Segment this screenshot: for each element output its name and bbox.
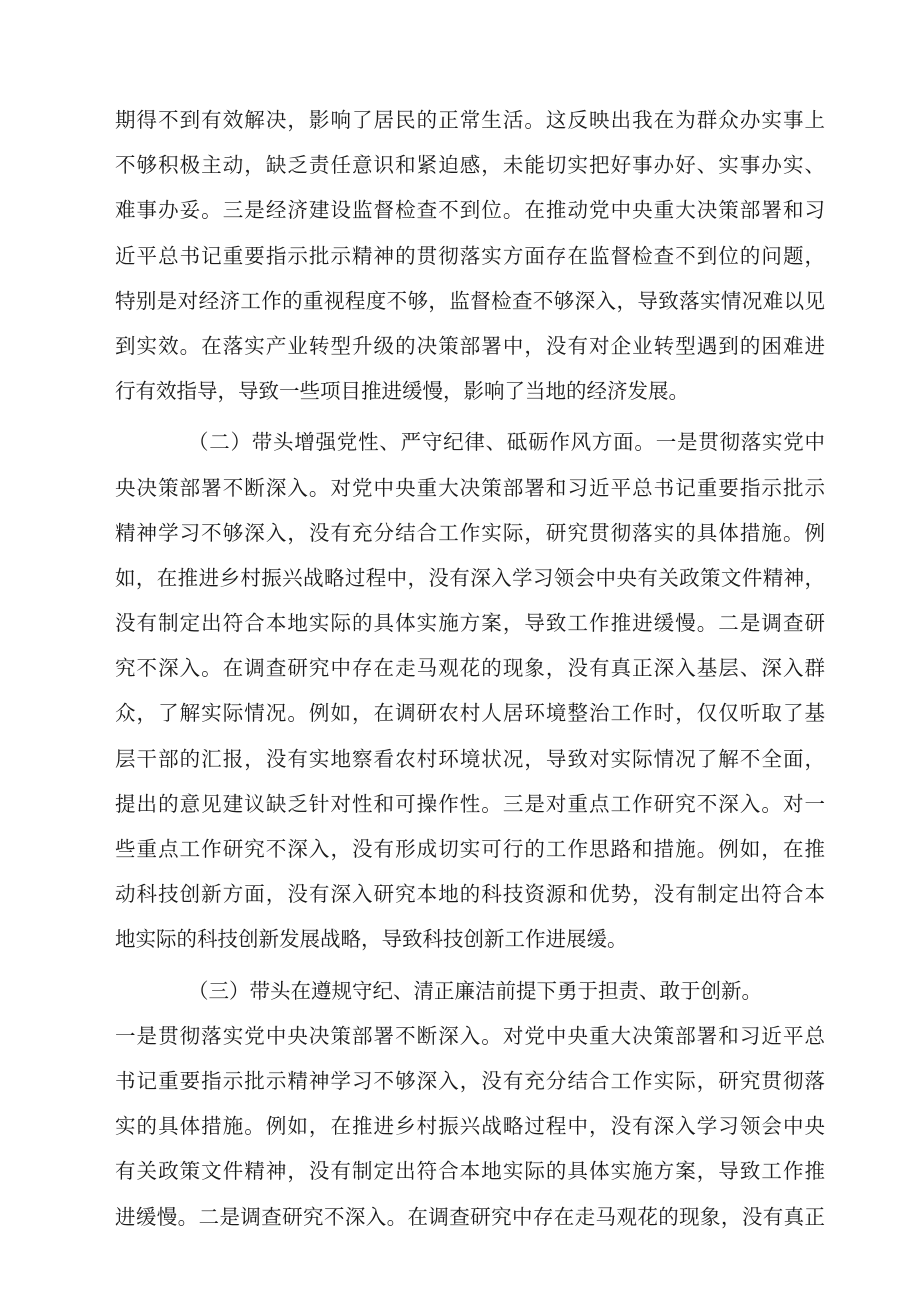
text-line: 众，了解实际情况。例如，在调研农村人居环境整治工作时，仅仅听取了基 (115, 701, 825, 726)
paragraph-2 (115, 420, 825, 962)
text-line: 有关政策文件精神，没有制定出符合本地实际的具体实施方案，导致工作推 (115, 1159, 825, 1184)
text-line: 没有制定出符合本地实际的具体实施方案，导致工作推进缓慢。二是调查研 (115, 611, 825, 636)
text-line: 央决策部署不断深入。对党中央重大决策部署和习近平总书记重要指示批示 (115, 475, 825, 500)
paragraph-3 (115, 969, 825, 1240)
document-page (115, 98, 825, 1240)
text-line: 提出的意见建议缺乏针对性和可操作性。三是对重点工作研究不深入。对一 (115, 791, 825, 816)
text-line: 不够积极主动，缺乏责任意识和紧迫感，未能切实把好事办好、实事办实、 (115, 153, 825, 178)
section-heading-line: （三）带头在遵规守纪、清正廉洁前提下勇于担责、敢于创新。 (188, 978, 762, 1003)
text-line: 精神学习不够深入，没有充分结合工作实际，研究贯彻落实的具体措施。例 (115, 520, 825, 545)
text-line: 书记重要指示批示精神学习不够深入，没有充分结合工作实际，研究贯彻落 (115, 1068, 825, 1093)
text-line: 如，在推进乡村振兴战略过程中，没有深入学习领会中央有关政策文件精神， (115, 565, 825, 590)
text-line: 动科技创新方面，没有深入研究本地的科技资源和优势，没有制定出符合本 (115, 882, 825, 907)
text-line: 难事办妥。三是经济建设监督检查不到位。在推动党中央重大决策部署和习 (115, 198, 825, 223)
paragraph-1 (115, 98, 825, 414)
text-line: 近平总书记重要指示批示精神的贯彻落实方面存在监督检查不到位的问题， (115, 243, 825, 268)
text-line: 到实效。在落实产业转型升级的决策部署中，没有对企业转型遇到的困难进 (115, 333, 825, 358)
text-line: 一是贯彻落实党中央决策部署不断深入。对党中央重大决策部署和习近平总 (115, 1023, 825, 1048)
section-heading-line: （二）带头增强党性、严守纪律、砥砺作风方面。一是贯彻落实党中 (188, 430, 825, 455)
text-line: 地实际的科技创新发展战略，导致科技创新工作进展缓。 (115, 927, 628, 952)
text-line: 特别是对经济工作的重视程度不够，监督检查不够深入，导致落实情况难以见 (115, 288, 825, 313)
text-line: 层干部的汇报，没有实地察看农村环境状况，导致对实际情况了解不全面， (115, 746, 825, 771)
text-line: 些重点工作研究不深入，没有形成切实可行的工作思路和措施。例如，在推 (115, 837, 825, 861)
text-line: 究不深入。在调查研究中存在走马观花的现象，没有真正深入基层、深入群 (115, 656, 825, 681)
text-line: 期得不到有效解决，影响了居民的正常生活。这反映出我在为群众办实事上 (115, 108, 825, 132)
text-line: 行有效指导，导致一些项目推进缓慢，影响了当地的经济发展。 (115, 379, 689, 404)
text-line: 进缓慢。二是调查研究不深入。在调查研究中存在走马观花的现象，没有真正 (115, 1204, 825, 1229)
text-line: 实的具体措施。例如，在推进乡村振兴战略过程中，没有深入学习领会中央 (115, 1114, 825, 1139)
